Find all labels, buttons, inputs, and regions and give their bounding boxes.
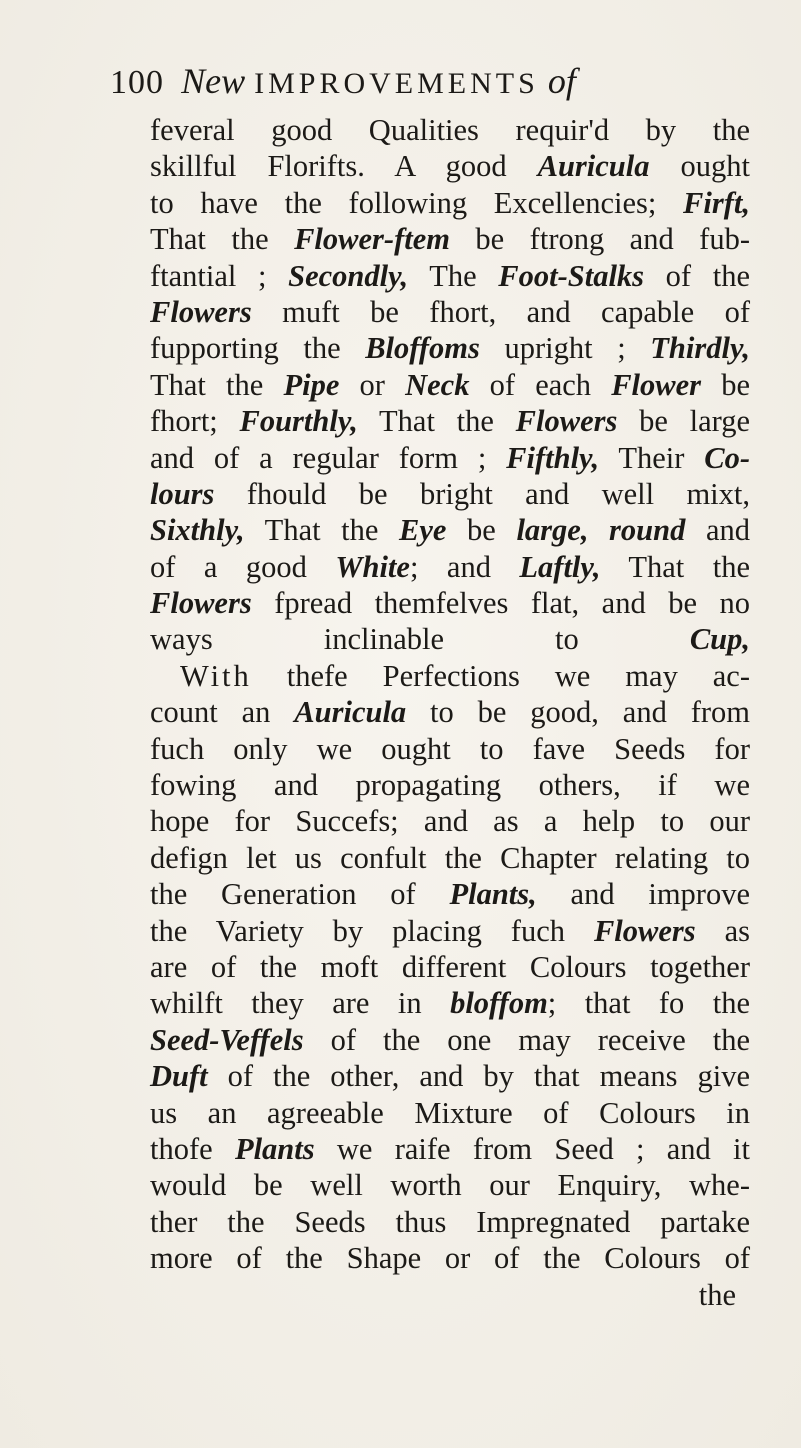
text-segment: lours bbox=[150, 476, 215, 511]
text-segment: White bbox=[335, 549, 410, 584]
text-segment: ; that fo the bbox=[547, 986, 750, 1021]
text-line bbox=[150, 985, 750, 1021]
text-line bbox=[150, 221, 750, 257]
text-line bbox=[150, 1204, 750, 1240]
text-line bbox=[150, 1095, 750, 1131]
page-header bbox=[110, 60, 750, 110]
text-segment: the Variety by placing fuch bbox=[150, 913, 594, 948]
text-segment: Co- bbox=[704, 440, 751, 475]
text-line bbox=[150, 1131, 750, 1167]
text-segment: ways inclinable to bbox=[150, 622, 690, 657]
text-segment: Plants, bbox=[449, 877, 537, 912]
text-line bbox=[150, 112, 750, 148]
text-segment: That the bbox=[357, 404, 516, 439]
text-segment: and bbox=[685, 513, 750, 548]
text-line bbox=[150, 840, 750, 876]
text-segment: as bbox=[695, 913, 750, 948]
text-segment: Auricula bbox=[537, 149, 650, 184]
running-head-new: New bbox=[181, 61, 246, 101]
text-segment: Flowers bbox=[150, 586, 252, 621]
text-segment: be bbox=[701, 367, 750, 402]
text-segment: fhort; bbox=[150, 404, 240, 439]
text-segment: fupporting the bbox=[150, 331, 366, 366]
text-segment: thofe bbox=[150, 1131, 235, 1166]
text-segment: muft be fhort, and capable of bbox=[251, 294, 750, 329]
text-segment: the bbox=[698, 1277, 736, 1312]
text-segment: feveral good Qualities requir'd by the bbox=[150, 113, 750, 147]
text-segment: Firft, bbox=[683, 185, 750, 220]
text-segment: to have the following Excellencies; bbox=[150, 185, 684, 220]
text-line bbox=[150, 658, 750, 694]
text-segment: of the bbox=[644, 258, 750, 293]
text-segment: ther the Seeds thus Impregnated partake bbox=[150, 1204, 750, 1239]
text-segment: skillful Florifts. A good bbox=[150, 149, 538, 184]
text-segment: Flowers bbox=[593, 913, 696, 948]
text-segment: be bbox=[446, 513, 517, 548]
body-text bbox=[150, 112, 750, 1313]
text-segment: us an agreeable Mixture of Colours in bbox=[150, 1095, 750, 1130]
text-segment: Flowers bbox=[150, 294, 252, 329]
text-segment: That the bbox=[244, 513, 400, 548]
text-line bbox=[150, 585, 750, 621]
text-segment: count an bbox=[150, 695, 295, 730]
text-segment: of the other, and by that means give bbox=[207, 1059, 750, 1094]
text-segment: of each bbox=[469, 367, 612, 402]
text-line bbox=[150, 476, 750, 512]
text-segment: whilft they are in bbox=[150, 986, 451, 1021]
text-segment: would be well worth our Enquiry, whe- bbox=[150, 1168, 750, 1203]
text-segment: Pipe bbox=[283, 367, 340, 402]
text-segment: Duft bbox=[150, 1059, 208, 1094]
text-segment: With bbox=[180, 658, 252, 693]
text-line bbox=[150, 512, 750, 548]
text-segment: Bloffoms bbox=[365, 331, 480, 366]
text-segment: Auricula bbox=[294, 695, 407, 730]
text-line bbox=[150, 767, 750, 803]
text-segment: Their bbox=[599, 440, 705, 475]
text-line bbox=[150, 185, 750, 221]
text-line bbox=[150, 621, 750, 657]
text-segment: Neck bbox=[405, 367, 470, 402]
text-segment: thefe Perfections we may ac- bbox=[251, 658, 750, 693]
text-segment: bloffom bbox=[450, 986, 548, 1021]
text-segment: Foot-Stalks bbox=[498, 258, 645, 293]
text-segment: upright ; bbox=[479, 331, 651, 366]
text-line bbox=[150, 549, 750, 585]
running-head-improvements: IMPROVEMENTS bbox=[254, 67, 539, 100]
text-segment: ought bbox=[649, 149, 750, 184]
text-segment: fpread themfelves flat, and be no bbox=[251, 586, 750, 621]
text-segment: and of a regular form ; bbox=[150, 440, 507, 475]
text-line bbox=[150, 1058, 750, 1094]
text-segment: Secondly, bbox=[288, 258, 409, 293]
text-segment: Laftly, bbox=[519, 549, 601, 584]
text-line bbox=[150, 440, 750, 476]
text-line bbox=[150, 1167, 750, 1203]
text-segment: and improve bbox=[536, 877, 750, 912]
text-line bbox=[150, 803, 750, 839]
text-line bbox=[150, 258, 750, 294]
text-segment: more of the Shape or of the Colours of bbox=[150, 1241, 750, 1276]
text-line bbox=[150, 913, 750, 949]
text-segment: Cup, bbox=[689, 622, 750, 657]
text-segment: That the bbox=[150, 367, 284, 402]
text-segment: to be good, and from bbox=[406, 695, 750, 730]
text-segment: or bbox=[339, 367, 406, 402]
text-line bbox=[150, 148, 750, 184]
text-line bbox=[150, 694, 750, 730]
text-segment: of a good bbox=[150, 549, 336, 584]
text-line bbox=[150, 1240, 750, 1276]
text-segment: be large bbox=[617, 404, 751, 439]
text-segment: Eye bbox=[399, 513, 447, 548]
text-segment: Flower bbox=[611, 367, 702, 402]
text-segment: Fourthly, bbox=[239, 404, 358, 439]
text-line bbox=[150, 330, 750, 366]
text-segment: we raife from Seed ; and it bbox=[314, 1131, 750, 1166]
text-line bbox=[150, 367, 750, 403]
text-segment: Seed-Veffels bbox=[150, 1022, 304, 1057]
text-segment: are of the moft different Colours together bbox=[150, 949, 750, 984]
text-segment: Fifthly, bbox=[506, 440, 600, 475]
text-line bbox=[150, 731, 750, 767]
text-segment: fuch only we ought to fave Seeds for bbox=[150, 731, 750, 766]
running-head-of: of bbox=[547, 61, 576, 101]
text-segment: The bbox=[408, 258, 499, 293]
text-segment: defign let us confult the Chapter relating to bbox=[150, 840, 750, 875]
text-segment: Flower-ftem bbox=[294, 222, 450, 257]
text-segment: Thirdly, bbox=[650, 331, 750, 366]
text-line bbox=[150, 294, 750, 330]
text-segment: Plants bbox=[234, 1131, 315, 1166]
running-head bbox=[181, 61, 576, 101]
text-segment: Sixthly, bbox=[150, 513, 245, 548]
text-segment: the Generation of bbox=[150, 877, 450, 912]
text-line bbox=[150, 403, 750, 439]
text-segment: ; and bbox=[409, 549, 520, 584]
text-segment: That the bbox=[150, 222, 295, 257]
text-line bbox=[150, 1277, 750, 1313]
text-segment: fowing and propagating others, if we bbox=[150, 768, 750, 803]
text-segment: fhould be bright and well mixt, bbox=[214, 476, 750, 511]
text-line bbox=[150, 876, 750, 912]
text-segment: That the bbox=[600, 549, 750, 584]
page-number: 100 bbox=[110, 64, 164, 101]
text-segment: large, round bbox=[516, 513, 686, 548]
text-segment: hope for Succefs; and as a help to our bbox=[150, 804, 750, 839]
text-segment: Flowers bbox=[515, 404, 618, 439]
text-line bbox=[150, 1022, 750, 1058]
text-segment: of the one may receive the bbox=[303, 1022, 750, 1057]
text-line bbox=[150, 949, 750, 985]
text-segment: be ftrong and fub- bbox=[449, 222, 750, 257]
text-segment: ftantial ; bbox=[150, 258, 289, 293]
